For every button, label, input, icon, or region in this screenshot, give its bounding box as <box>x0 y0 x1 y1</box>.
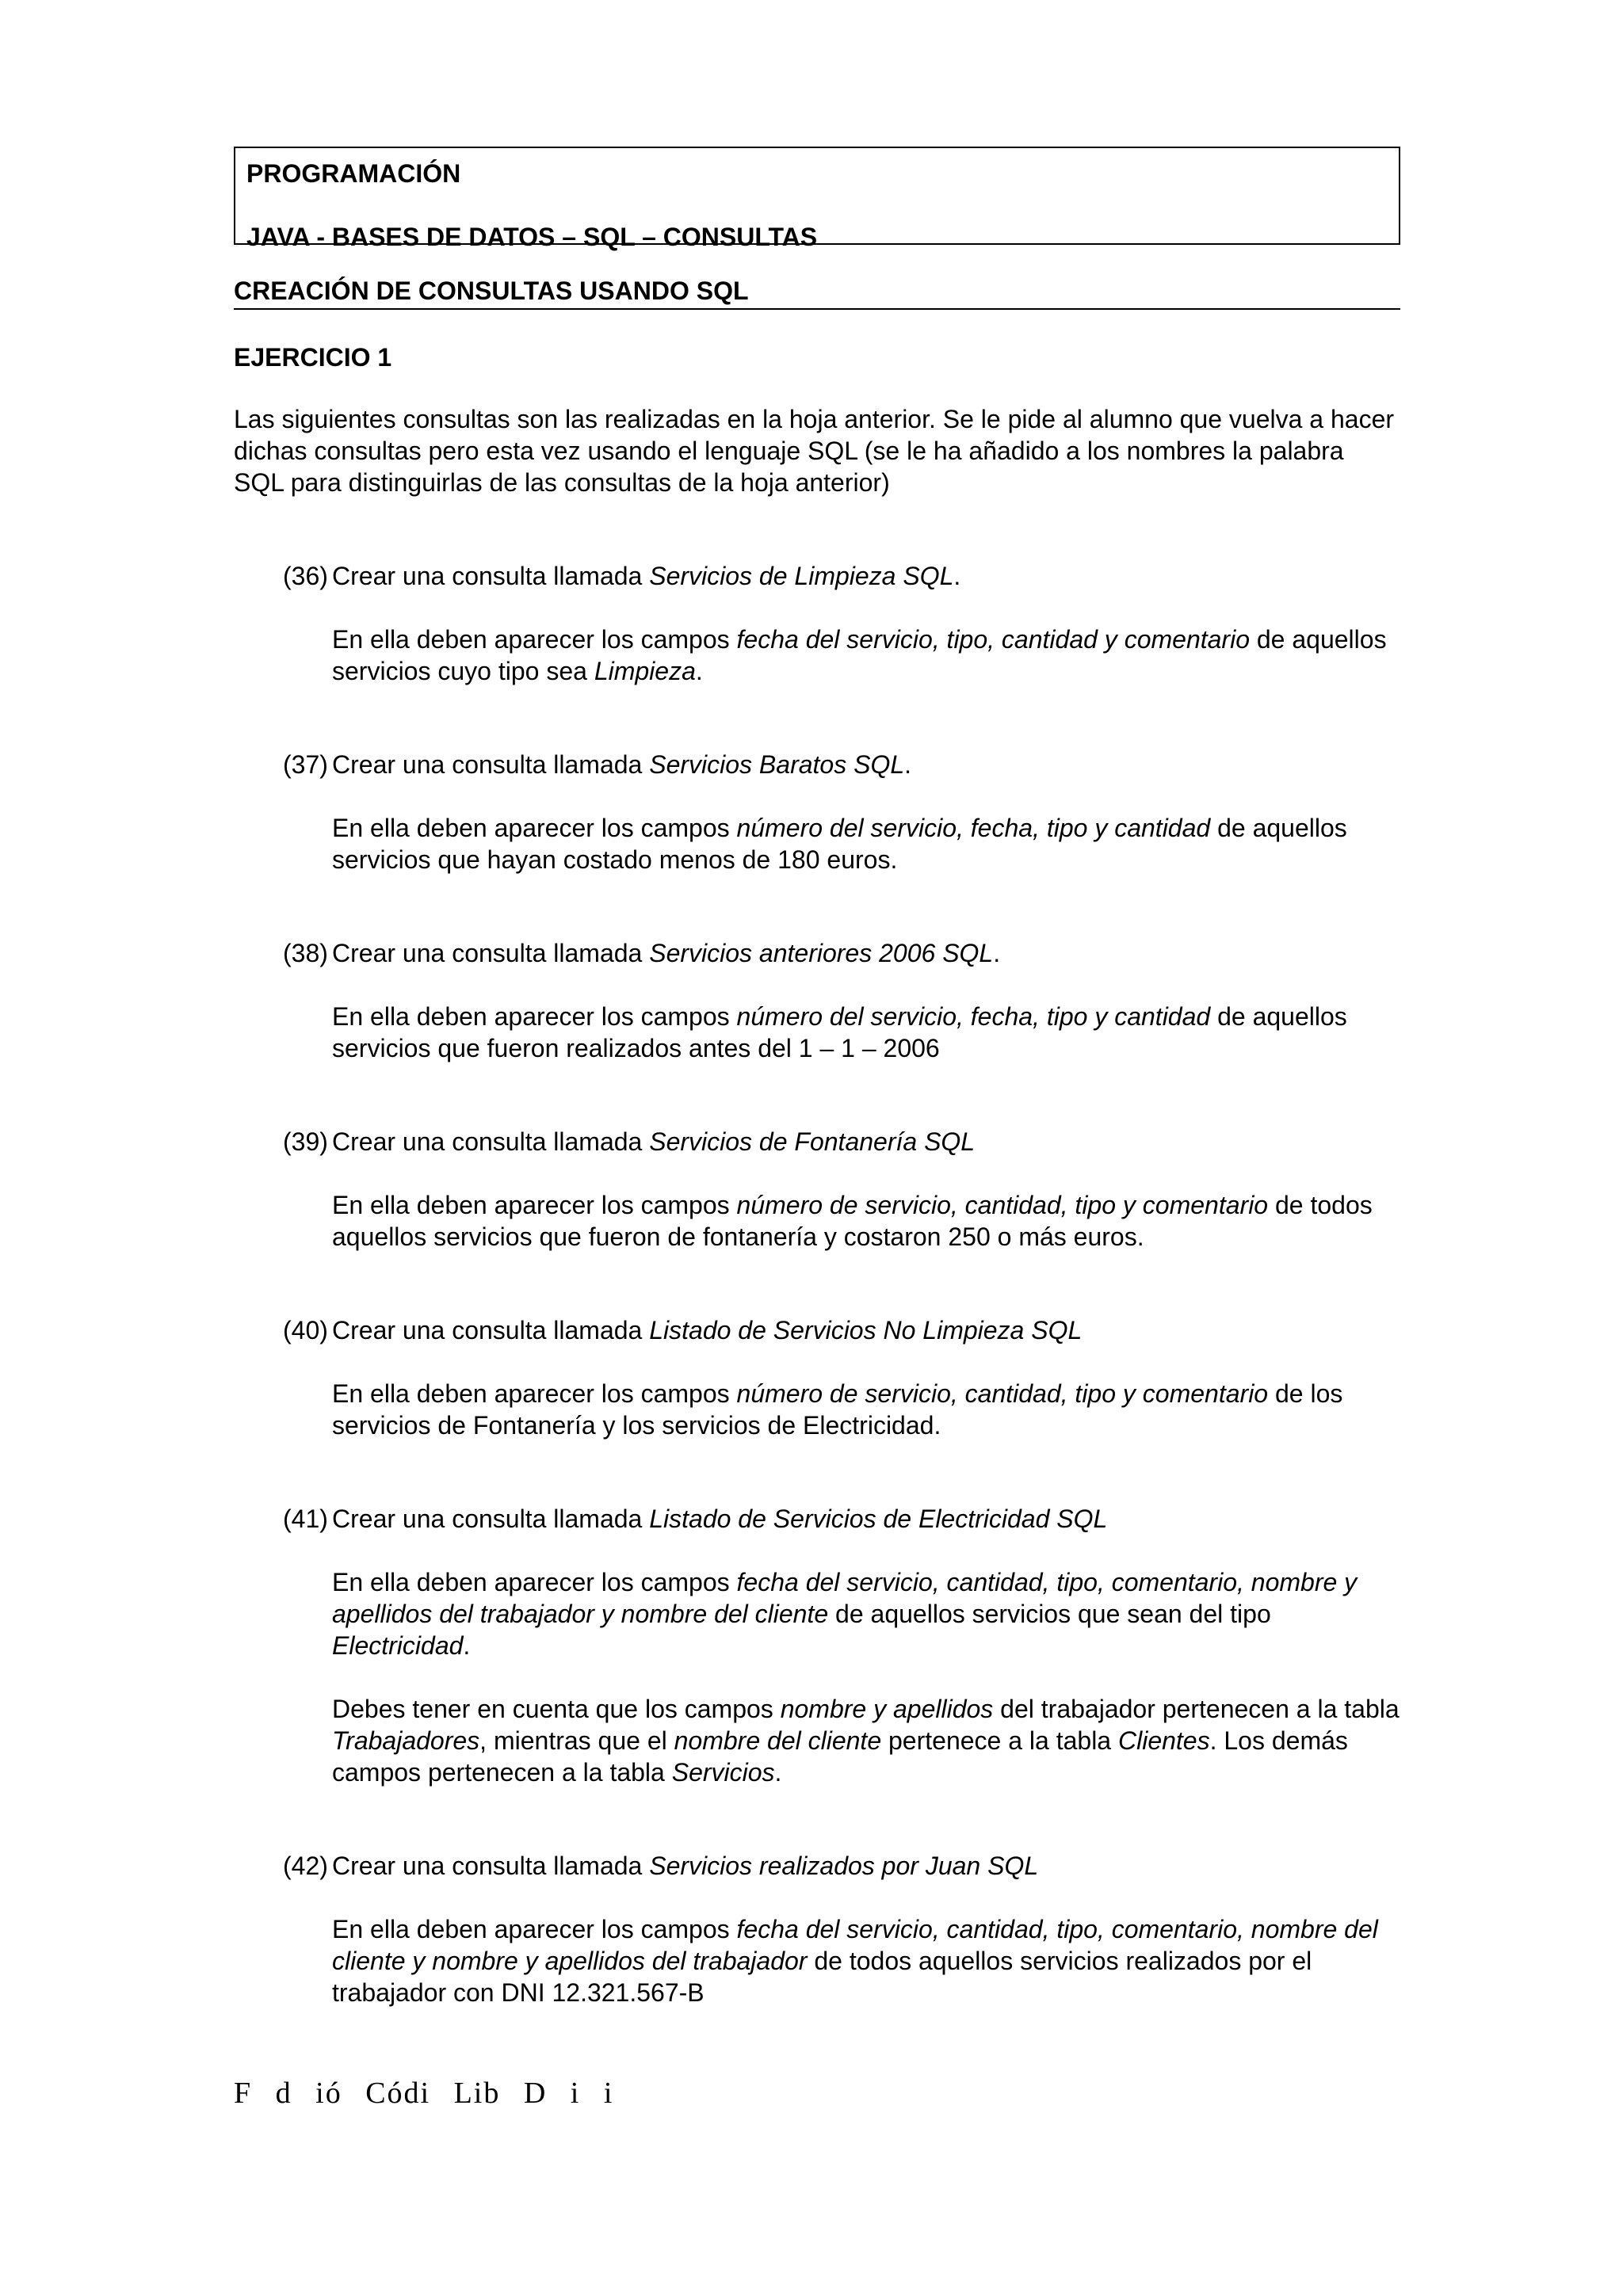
page-footer: F d ió Códi Lib D i i <box>234 2077 614 2110</box>
instruction-suffix: . <box>953 562 961 590</box>
text-run: Debes tener en cuenta que los campos <box>332 1695 781 1723</box>
instruction-suffix: . <box>904 750 912 779</box>
text-run: de todos aquellos servicios que fueron de fontanería y costaron 250 o más euros. <box>332 1191 1373 1251</box>
topic-title: JAVA - BASES DE DATOS – SQL – CONSULTAS <box>246 223 818 251</box>
exercise-heading <box>283 1314 1400 1346</box>
query-name: Servicios de Fontanería SQL <box>649 1127 976 1156</box>
instruction-prefix: Crear una consulta llamada <box>332 1127 650 1156</box>
text-run: de los servicios de Fontanería y los servicios de Electricidad. <box>332 1379 1343 1440</box>
text-run: . <box>774 1758 782 1787</box>
intro-paragraph: Las siguientes consultas son las realizadas en la hoja anterior. Se le pide al alumno que vuelva a hacer dichas consultas pero esta vez usando el lenguaje SQL (se le ha añadido a los nombres la palabra SQL para distinguirlas de las consultas de la hoja anterior) <box>234 405 1395 497</box>
exercise-description <box>332 1189 1400 1253</box>
section-title: CREACIÓN DE CONSULTAS USANDO SQL <box>234 275 1400 310</box>
italic-text: Trabajadores <box>332 1726 480 1755</box>
subject-title: PROGRAMACIÓN <box>246 159 461 188</box>
instruction-prefix: Crear una consulta llamada <box>332 939 650 967</box>
italic-text: fecha del servicio, tipo, cantidad y comentario <box>736 625 1250 654</box>
exercise-number: (40) <box>283 1316 328 1344</box>
text-run: del trabajador pertenecen a la tabla <box>993 1695 1400 1723</box>
exercise-item <box>283 749 1400 875</box>
query-name: Servicios anteriores 2006 SQL <box>649 939 994 967</box>
text-run: pertenece a la tabla <box>881 1726 1118 1755</box>
text-run: En ella deben aparecer los campos <box>332 1915 737 1943</box>
instruction-prefix: Crear una consulta llamada <box>332 1316 650 1344</box>
italic-text: nombre del cliente <box>674 1726 882 1755</box>
exercise-title: EJERCICIO 1 <box>234 343 392 372</box>
exercise-heading <box>283 1503 1400 1535</box>
text-run: de aquellos servicios que fueron realizados antes del 1 – 1 – 2006 <box>332 1002 1347 1062</box>
text-run: En ella deben aparecer los campos <box>332 1568 737 1596</box>
italic-text: número del servicio, fecha, tipo y cantidad <box>736 1002 1211 1031</box>
exercise-note <box>332 1693 1400 1788</box>
exercise-heading <box>283 560 1400 592</box>
text-run: En ella deben aparecer los campos <box>332 1379 737 1408</box>
instruction-prefix: Crear una consulta llamada <box>332 750 650 779</box>
exercise-description <box>332 812 1400 875</box>
italic-text: número de servicio, cantidad, tipo y comentario <box>736 1191 1269 1219</box>
text-run: . Los demás campos pertenecen a la tabla <box>332 1726 1348 1787</box>
exercise-number: (36) <box>283 562 328 590</box>
exercise-instruction <box>332 937 1000 969</box>
text-run: . <box>463 1631 471 1660</box>
exercise-instruction <box>332 560 960 592</box>
exercise-number: (42) <box>283 1852 328 1880</box>
exercise-description <box>332 1566 1400 1661</box>
exercise-instruction <box>332 1314 1082 1346</box>
text-run: de aquellos servicios cuyo tipo sea <box>332 625 1387 685</box>
text-run: En ella deben aparecer los campos <box>332 1191 737 1219</box>
exercise-number: (39) <box>283 1127 328 1156</box>
exercise-instruction <box>332 749 911 780</box>
exercise-list <box>234 560 1400 2008</box>
text-run: En ella deben aparecer los campos <box>332 814 737 842</box>
exercise-item <box>283 1126 1400 1253</box>
italic-text: Electricidad <box>332 1631 464 1660</box>
text-run: , mientras que el <box>479 1726 674 1755</box>
query-name: Servicios realizados por Juan SQL <box>649 1852 1039 1880</box>
italic-text: nombre y apellidos <box>780 1695 994 1723</box>
text-run: de aquellos servicios que sean del tipo <box>828 1600 1271 1628</box>
exercise-item <box>283 1503 1400 1788</box>
exercise-number: (41) <box>283 1505 328 1533</box>
italic-text: número del servicio, fecha, tipo y cantidad <box>736 814 1211 842</box>
query-name: Servicios de Limpieza SQL <box>649 562 954 590</box>
exercise-item <box>283 560 1400 687</box>
exercise-item <box>283 937 1400 1064</box>
italic-text: Clientes <box>1117 1726 1210 1755</box>
instruction-suffix: . <box>993 939 1001 967</box>
exercise-item <box>283 1850 1400 2008</box>
exercise-item <box>283 1314 1400 1441</box>
header-box <box>234 147 1400 251</box>
document-page <box>234 147 1400 2008</box>
exercise-description <box>332 1378 1400 1441</box>
exercise-heading <box>283 1850 1400 1882</box>
italic-text: fecha del servicio, cantidad, tipo, comentario, nombre del cliente y nombre y apellidos del trabajador <box>332 1915 1378 1975</box>
text-run: de aquellos servicios que hayan costado menos de 180 euros. <box>332 814 1347 874</box>
text-run: de todos aquellos servicios realizados por el trabajador con DNI 12.321.567-B <box>332 1947 1312 2007</box>
instruction-prefix: Crear una consulta llamada <box>332 1505 650 1533</box>
italic-text: número de servicio, cantidad, tipo y comentario <box>736 1379 1269 1408</box>
text-run: En ella deben aparecer los campos <box>332 1002 737 1031</box>
exercise-heading <box>283 749 1400 780</box>
italic-text: Limpieza <box>594 657 696 685</box>
exercise-instruction <box>332 1503 1107 1535</box>
exercise-description <box>332 1001 1400 1064</box>
query-name: Listado de Servicios No Limpieza SQL <box>649 1316 1083 1344</box>
italic-text: Servicios <box>671 1758 775 1787</box>
text-run: En ella deben aparecer los campos <box>332 625 737 654</box>
exercise-instruction <box>332 1126 975 1158</box>
exercise-description <box>332 624 1400 687</box>
exercise-number: (38) <box>283 939 328 967</box>
instruction-prefix: Crear una consulta llamada <box>332 562 650 590</box>
exercise-instruction <box>332 1850 1038 1882</box>
text-run: . <box>695 657 703 685</box>
exercise-description <box>332 1913 1400 2008</box>
query-name: Listado de Servicios de Electricidad SQL <box>649 1505 1108 1533</box>
exercise-number: (37) <box>283 750 328 779</box>
query-name: Servicios Baratos SQL <box>649 750 905 779</box>
italic-text: fecha del servicio, cantidad, tipo, comentario, nombre y apellidos del trabajador y nombre del cliente <box>332 1568 1358 1628</box>
instruction-prefix: Crear una consulta llamada <box>332 1852 650 1880</box>
exercise-heading <box>283 1126 1400 1158</box>
exercise-heading <box>283 937 1400 969</box>
